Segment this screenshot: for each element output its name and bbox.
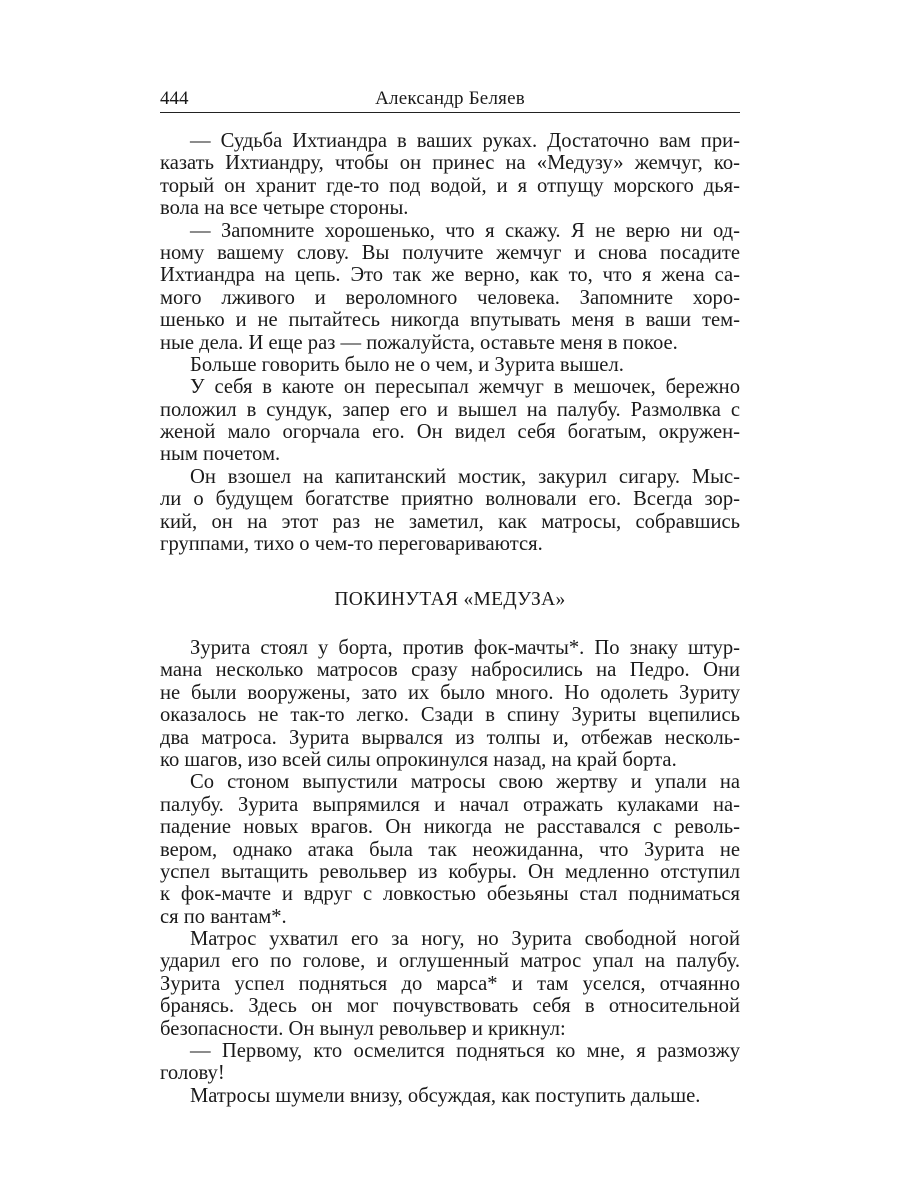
text-line: бранясь. Здесь он мог почувствовать себя в относительной [160,995,740,1018]
text-line: Со стоном выпустили матросы свою жертву и упали на [190,771,740,794]
text-line: ударил его по голове, и оглушенный матрос упал на палубу. [160,950,740,973]
text-line: ным почетом. [160,443,281,466]
text-section-2 [160,637,740,1107]
text-line: ные дела. И еще раз — пожалуйста, оставьте меня в покое. [160,331,678,354]
text-line: два матроса. Зурита вырвался из толпы и, отбежав несколь- [160,726,740,749]
text-line: оказалось не так-то легко. Сзади в спину Зуриты вцепились [160,704,740,727]
chapter-title: ПОКИНУТАЯ «МЕДУЗА» [334,589,566,610]
text-line: мана несколько матросов сразу набросились на Педро. Они [160,659,740,682]
text-line: Больше говорить было не о чем, и Зурита вышел. [190,353,624,376]
text-line: — Судьба Ихтиандра в ваших руках. Достаточно вам при- [190,130,740,152]
text-line: Зурита стоял у борта, против фок-мачты*. По знаку штур- [190,637,740,659]
text-line: казать Ихтиандру, чтобы он принес на «Медузу» жемчуг, ко- [160,152,740,175]
text-line: ко шагов, изо всей силы опрокинулся назад, на край борта. [160,748,677,771]
text-line: кий, он на этот раз не заметил, как матросы, собравшись [160,510,740,533]
text-line: ному вашему слову. Вы получите жемчуг и снова посадите [160,241,740,264]
text-line: ли о будущем богатстве приятно волновали его. Всегда зор- [160,488,740,511]
text-line: успел вытащить револьвер из кобуры. Он медленно отступил [160,860,740,883]
text-section-1 [160,130,740,555]
text-line: ся по вантам*. [160,905,287,928]
text-line: Зурита успел подняться до марса* и там уселся, отчаянно [160,972,740,995]
text-line: У себя в каюте он пересыпал жемчуг в мешочек, бережно [190,376,740,399]
text-line: мого лживого и вероломного человека. Запомните хоро- [160,286,740,309]
text-line: не были вооружены, зато их было много. Но одолеть Зуриту [160,681,740,704]
text-line: женой мало огорчала его. Он видел себя богатым, окружен- [160,421,740,444]
text-line: вером, однако атака была так неожиданна, что Зурита не [160,838,740,861]
text-line: торый он хранит где-то под водой, и я отпущу морского дья- [160,174,740,197]
text-line: к фок-мачте и вдруг с ловкостью обезьяны стал подниматься [160,883,740,906]
text-line: положил в сундук, запер его и вышел на палубу. Размолвка с [160,398,740,421]
text-line: Он взошел на капитанский мостик, закурил сигару. Мыс- [190,465,740,488]
running-title: Александр Беляев [375,88,525,109]
running-header [160,88,740,113]
text-line: Ихтиандра на цепь. Это так же верно, как то, что я жена са- [160,264,740,287]
text-line: падение новых врагов. Он никогда не расставался с револь- [160,816,740,839]
text-line: — Первому, кто осмелится подняться ко мне, я размозжу [190,1040,740,1063]
text-line: группами, тихо о чем-то переговариваются. [160,533,543,556]
text-line: Матрос ухватил его за ногу, но Зурита свободной ногой [190,928,740,951]
text-line: шенько и не пытайтесь никогда впутывать меня в ваши тем- [160,309,740,332]
page-number: 444 [160,88,189,109]
text-line: — Запомните хорошенько, что я скажу. Я не верю ни од- [190,219,740,242]
text-line: палубу. Зурита выпрямился и начал отражать кулаками на- [160,793,740,816]
text-line: голову! [160,1062,225,1085]
text-line: вола на все четыре стороны. [160,197,409,220]
text-line: безопасности. Он вынул револьвер и крикнул: [160,1017,566,1040]
text-line: Матросы шумели внизу, обсуждая, как поступить дальше. [190,1084,701,1107]
